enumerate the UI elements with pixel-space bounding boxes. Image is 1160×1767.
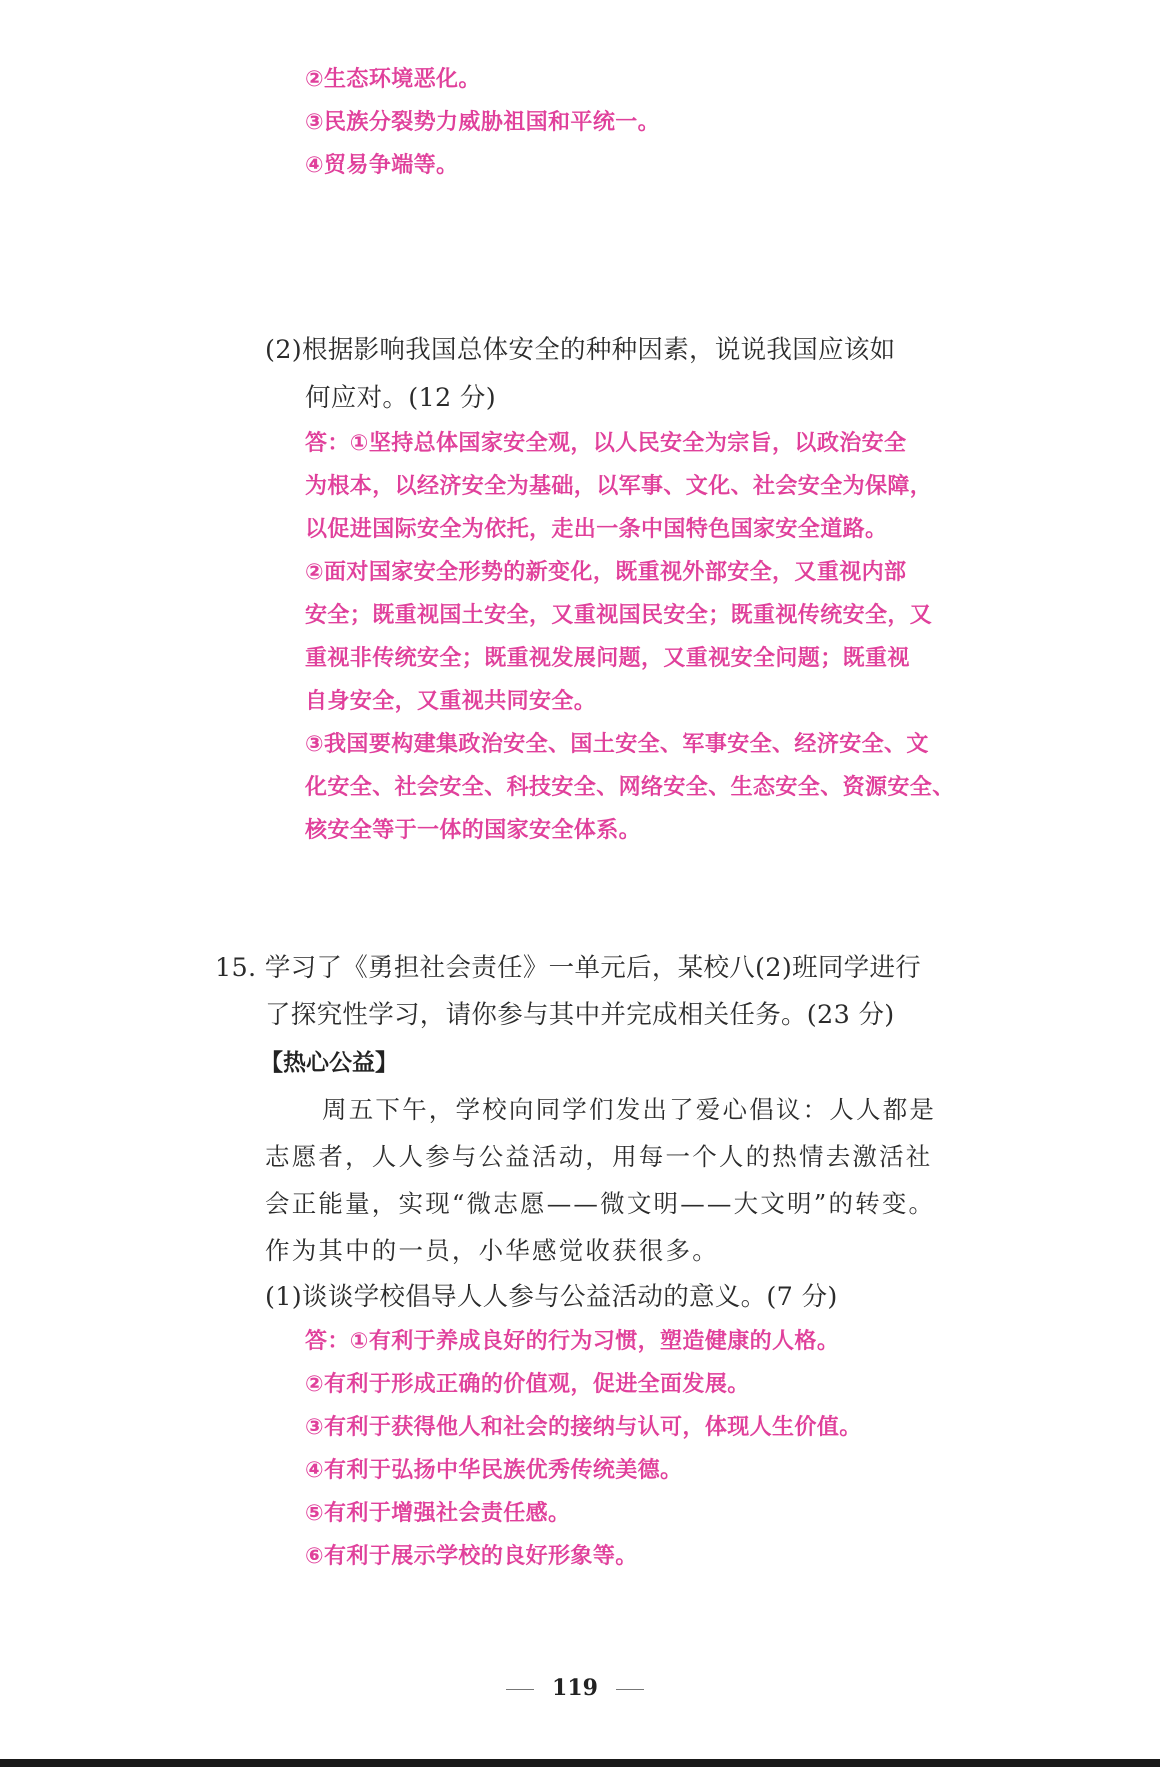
answer-line: ④有利于弘扬中华民族优秀传统美德。 <box>305 1458 683 1483</box>
answer-line: ④贸易争端等。 <box>305 153 459 178</box>
sub-question: (1)谈谈学校倡导人人参与公益活动的意义。(7 分) <box>265 1282 838 1312</box>
answer-line: ②生态环境恶化。 <box>305 67 481 92</box>
answer-line: ③有利于获得他人和社会的接纳与认可，体现人生价值。 <box>305 1415 862 1440</box>
material-text: 作为其中的一员，小华感觉收获很多。 <box>265 1236 719 1265</box>
section-heading: 【热心公益】 <box>260 1050 398 1076</box>
answer-line: 安全；既重视国土安全，又重视国民安全；既重视传统安全，又 <box>305 603 933 628</box>
question-text: 了探究性学习，请你参与其中并完成相关任务。(23 分) <box>265 1000 895 1030</box>
material-text: 会正能量，实现“微志愿——微文明——大文明”的转变。 <box>265 1189 936 1218</box>
bottom-edge-bar <box>0 1759 1160 1767</box>
answer-line: 答：①有利于养成良好的行为习惯，塑造健康的人格。 <box>305 1329 840 1354</box>
material-text: 志愿者，人人参与公益活动，用每一个人的热情去激活社 <box>265 1142 933 1171</box>
question-text: 15. 学习了《勇担社会责任》一单元后，某校八(2)班同学进行 <box>215 953 922 983</box>
answer-line: 以促进国际安全为依托，走出一条中国特色国家安全道路。 <box>305 517 888 542</box>
answer-line: ②面对国家安全形势的新变化，既重视外部安全，又重视内部 <box>305 560 907 585</box>
answer-line: 自身安全，又重视共同安全。 <box>305 689 597 714</box>
answer-line: 化安全、社会安全、科技安全、网络安全、生态安全、资源安全、 <box>305 775 955 800</box>
answer-line: ②有利于形成正确的价值观，促进全面发展。 <box>305 1372 750 1397</box>
page-number-dash-left <box>506 1689 534 1690</box>
page-number <box>0 1675 1150 1701</box>
answer-line: 重视非传统安全；既重视发展问题，又重视安全问题；既重视 <box>305 646 910 671</box>
question-text: (2)根据影响我国总体安全的种种因素，说说我国应该如 <box>265 335 896 365</box>
answer-line: 答：①坚持总体国家安全观，以人民安全为宗旨，以政治安全 <box>305 431 907 456</box>
answer-line: ③我国要构建集政治安全、国土安全、军事安全、经济安全、文 <box>305 732 929 757</box>
question-text: 何应对。(12 分) <box>305 383 496 413</box>
answer-line: 为根本，以经济安全为基础，以军事、文化、社会安全为保障， <box>305 474 933 499</box>
answer-line: 核安全等于一体的国家安全体系。 <box>305 818 642 843</box>
page-number-dash-right <box>616 1689 644 1690</box>
answer-line: ⑤有利于增强社会责任感。 <box>305 1501 571 1526</box>
answer-line: ③民族分裂势力威胁祖国和平统一。 <box>305 110 661 135</box>
page-number-value: 119 <box>552 1675 598 1701</box>
material-text: 周五下午，学校向同学们发出了爱心倡议：人人都是 <box>322 1095 937 1124</box>
answer-line: ⑥有利于展示学校的良好形象等。 <box>305 1544 638 1569</box>
